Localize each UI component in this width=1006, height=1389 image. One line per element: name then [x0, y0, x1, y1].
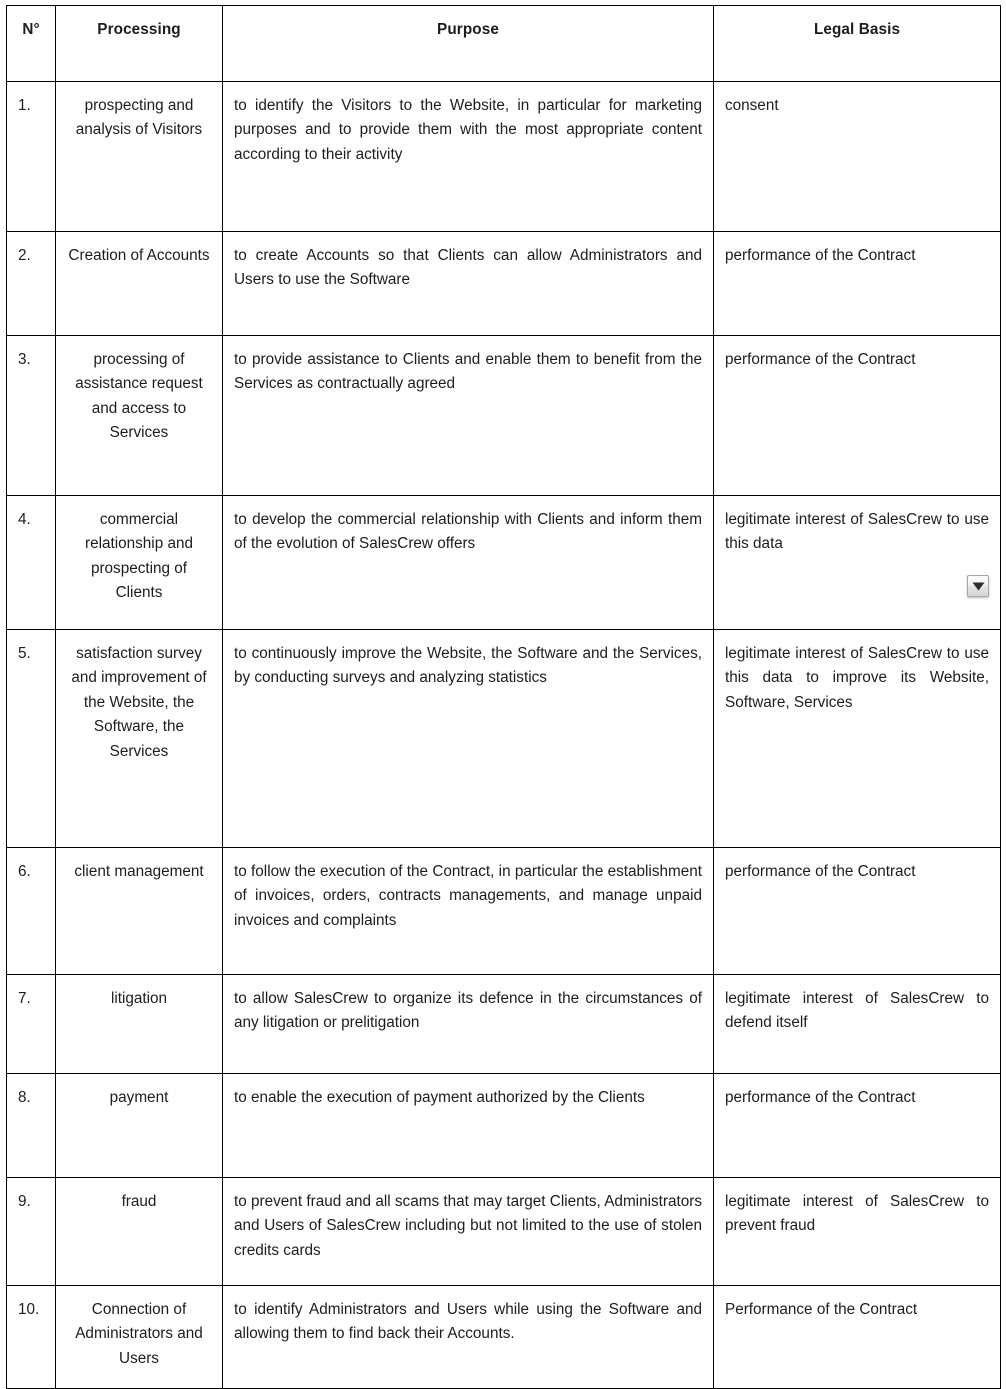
row-number-cell: 9.	[7, 1178, 56, 1286]
processing-cell: satisfaction survey and improvement of the Website, the Software, the Services	[56, 630, 223, 848]
processing-cell: Connection of Administrators and Users	[56, 1286, 223, 1389]
table-row	[7, 336, 1001, 496]
processing-cell: client management	[56, 848, 223, 975]
legal-basis-cell: performance of the Contract	[714, 848, 1001, 975]
table-row	[7, 1074, 1001, 1178]
purpose-cell: to create Accounts so that Clients can allow Administrators and Users to use the Software	[223, 232, 714, 336]
row-number-cell: 1.	[7, 82, 56, 232]
legal-basis-cell: legitimate interest of SalesCrew to prevent fraud	[714, 1178, 1001, 1286]
column-header-purpose: Purpose	[223, 6, 714, 82]
table-container	[6, 5, 1000, 1367]
column-header-legal-basis: Legal Basis	[714, 6, 1001, 82]
table-header	[7, 6, 1001, 82]
column-header-number: N°	[7, 6, 56, 82]
legal-basis-cell: performance of the Contract	[714, 336, 1001, 496]
row-number-cell: 10.	[7, 1286, 56, 1389]
row-number-cell: 3.	[7, 336, 56, 496]
processing-cell: prospecting and analysis of Visitors	[56, 82, 223, 232]
row-number-cell: 8.	[7, 1074, 56, 1178]
row-number-cell: 7.	[7, 975, 56, 1074]
legal-basis-cell: Performance of the Contract	[714, 1286, 1001, 1389]
legal-basis-cell: performance of the Contract	[714, 1074, 1001, 1178]
legal-basis-cell: legitimate interest of SalesCrew to defend itself	[714, 975, 1001, 1074]
table-header-row	[7, 6, 1001, 82]
table-row	[7, 82, 1001, 232]
table-row	[7, 1178, 1001, 1286]
legal-basis-cell: legitimate interest of SalesCrew to use this data	[714, 496, 1001, 630]
table-row	[7, 630, 1001, 848]
purpose-cell: to provide assistance to Clients and enable them to benefit from the Services as contractually agreed	[223, 336, 714, 496]
table-body	[7, 82, 1001, 1389]
table-row	[7, 848, 1001, 975]
table-row	[7, 232, 1001, 336]
processing-cell: processing of assistance request and access to Services	[56, 336, 223, 496]
column-header-processing: Processing	[56, 6, 223, 82]
row-number-cell: 5.	[7, 630, 56, 848]
chevron-down-icon	[972, 582, 985, 591]
processing-cell: Creation of Accounts	[56, 232, 223, 336]
row-number-cell: 2.	[7, 232, 56, 336]
processing-cell: fraud	[56, 1178, 223, 1286]
legal-basis-cell: performance of the Contract	[714, 232, 1001, 336]
table-row	[7, 975, 1001, 1074]
purpose-cell: to prevent fraud and all scams that may target Clients, Administrators and Users of SalesCrew including but not limited to the use of stolen credits cards	[223, 1178, 714, 1286]
purpose-cell: to continuously improve the Website, the Software and the Services, by conducting surveys and analyzing statistics	[223, 630, 714, 848]
purpose-cell: to allow SalesCrew to organize its defence in the circumstances of any litigation or prelitigation	[223, 975, 714, 1074]
row-number-cell: 4.	[7, 496, 56, 630]
legal-basis-cell: legitimate interest of SalesCrew to use this data to improve its Website, Software, Services	[714, 630, 1001, 848]
purpose-cell: to identify Administrators and Users while using the Software and allowing them to find back their Accounts.	[223, 1286, 714, 1389]
purpose-cell: to enable the execution of payment authorized by the Clients	[223, 1074, 714, 1178]
purpose-cell: to develop the commercial relationship with Clients and inform them of the evolution of SalesCrew offers	[223, 496, 714, 630]
processing-cell: litigation	[56, 975, 223, 1074]
legal-basis-cell: consent	[714, 82, 1001, 232]
processing-cell: payment	[56, 1074, 223, 1178]
processing-purposes-table	[6, 5, 1001, 1389]
row-number-cell: 6.	[7, 848, 56, 975]
table-row	[7, 1286, 1001, 1389]
table-row	[7, 496, 1001, 630]
scroll-down-button[interactable]	[967, 575, 989, 597]
purpose-cell: to follow the execution of the Contract, in particular the establishment of invoices, orders, contracts managements, and manage unpaid invoices and complaints	[223, 848, 714, 975]
purpose-cell: to identify the Visitors to the Website, in particular for marketing purposes and to provide them with the most appropriate content according to their activity	[223, 82, 714, 232]
processing-cell: commercial relationship and prospecting of Clients	[56, 496, 223, 630]
